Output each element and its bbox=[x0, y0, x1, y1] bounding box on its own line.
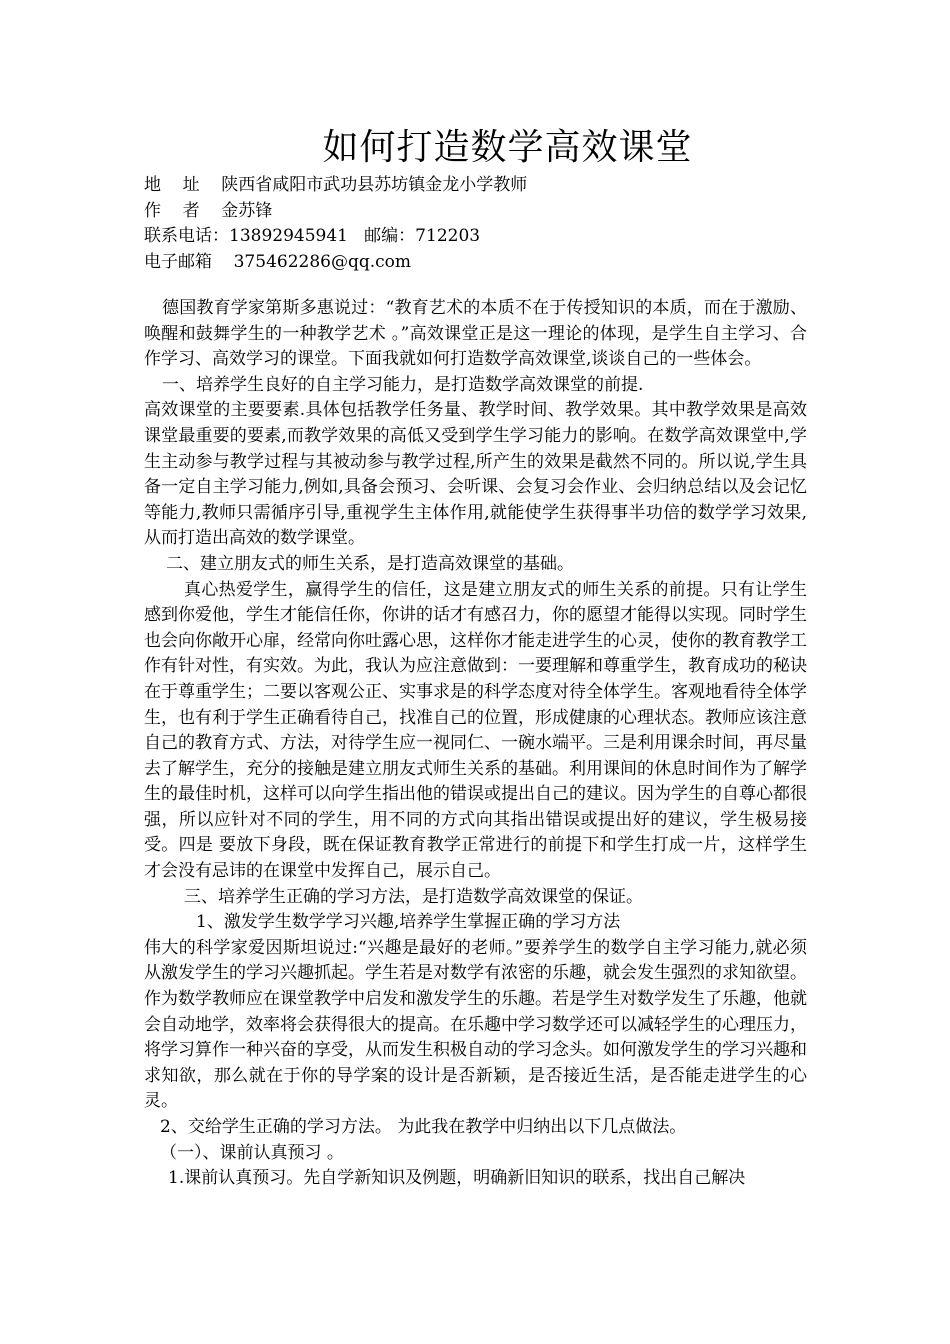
document-title: 如何打造数学高效课堂 bbox=[322, 127, 693, 168]
body-paragraph: 伟大的科学家爱因斯坦说过:“兴趣是最好的老师。”要养学生的数学自主学习能力,就必须从激发学生的学习兴趣抓起。学生若是对数学有浓密的乐趣，就会发生强烈的求知欲望。作为数学教师应在课堂教学中启发和激发学生的乐趣。若是学生对数学发生了乐趣，他就会自动地学，效率将会获得很大的提高。在乐趣中学习数学还可以减轻学生的心理压力，将学习算作一种兴奋的享受，从而发生积极自动的学习念头。如何激发学生的学习兴趣和求知欲，那么就在于你的导学案的设计是否新颖，是否接近生活，是否能走进学生的心灵。 bbox=[144, 937, 807, 1112]
section-heading-2: 二、建立朋友式的师生关系，是打造高效课堂的基础。 bbox=[166, 553, 574, 574]
section-heading-3: 三、培养学生正确的学习方法，是打造数学高效课堂的保证。 bbox=[184, 886, 643, 907]
email-line: 电子邮箱 375462286@qq.com bbox=[144, 251, 412, 272]
document-body bbox=[144, 296, 807, 1192]
section-heading-1: 一、培养学生良好的自主学习能力，是打造数学高效课堂的前提. bbox=[162, 374, 644, 395]
author-info bbox=[144, 173, 824, 275]
intro-paragraph: 德国教育学家第斯多惠说过：“教育艺术的本质不在于传授知识的本质，而在于激励、唤醒和鼓舞学生的一种教学艺术 。”高效课堂正是这一理论的体现，是学生自主学习、合作学习、高效学习的课堂。下面我就如何打造数学高效课堂,谈谈自己的一些体会。 bbox=[144, 298, 807, 370]
subsection-heading: 1、激发学生数学学习兴趣,培养学生掌握正确的学习方法 bbox=[196, 912, 621, 933]
author-line: 作 者 金苏锋 bbox=[144, 200, 273, 221]
list-heading: （一）、课前认真预习 。 bbox=[160, 1142, 344, 1163]
body-paragraph: 高效课堂的主要要素.具体包括教学任务量、教学时间、教学效果。其中教学效果是高效课堂最重要的要素,而教学效果的高低又受到学生学习能力的影响。在数学高效课堂中,学生主动参与教学过程与其被动参与教学过程,所产生的效果是截然不同的。所以说,学生具备一定自主学习能力,例如,具备会预习、会听课、会复习会作业、会归纳总结以及会记忆等能力,教师只需循序引导,重视学生主体作用,就能使学生获得事半功倍的数学学习效果,从而打造出高效的数学课堂。 bbox=[144, 400, 807, 549]
subsection-heading: 2、交给学生正确的学习方法。 为此我在教学中归纳出以下几点做法。 bbox=[160, 1117, 687, 1137]
body-paragraph: 真心热爱学生，赢得学生的信任，这是建立朋友式的师生关系的前提。只有让学生感到你爱他，学生才能信任你，你讲的话才有感召力，你的愿望才能得以实现。同时学生也会向你敞开心扉，经常向你吐露心思，这样你才能走进学生的心灵，使你的教育教学工作有针对性，有实效。为此，我认为应注意做到：一要理解和尊重学生，教育成功的秘诀在于尊重学生；二要以客观公正、实事求是的科学态度对待全体学生。客观地看待全体学生，也有利于学生正确看待自己，找准自己的位置，形成健康的心理状态。教师应该注意自己的教育方式、方法，对待学生应一视同仁、一碗水端平。三是利用课余时间，再尽量去了解学生，充分的接触是建立朋友式师生关系的基础。利用课间的休息时间作为了解学生的最佳时机，这样可以向学生指出他的错误或提出自己的建议。因为学生的自尊心都很强，所以应针对不同的学生，用不同的方式向其指出错误或提出好的建议，学生极易接受。四是 要放下身段，既在保证教育教学正常进行的前提下和学生打成一片，这样学生才会没有忌讳的在课堂中发挥自己，展示自己。 bbox=[144, 579, 807, 882]
phone-line: 联系电话：13892945941 邮编：712203 bbox=[144, 226, 481, 246]
address-line: 地 址 陕西省咸阳市武功县苏坊镇金龙小学教师 bbox=[144, 175, 528, 195]
body-paragraph: 1.课前认真预习。先自学新知识及例题，明确新旧知识的联系，找出自己解决 bbox=[168, 1168, 746, 1189]
